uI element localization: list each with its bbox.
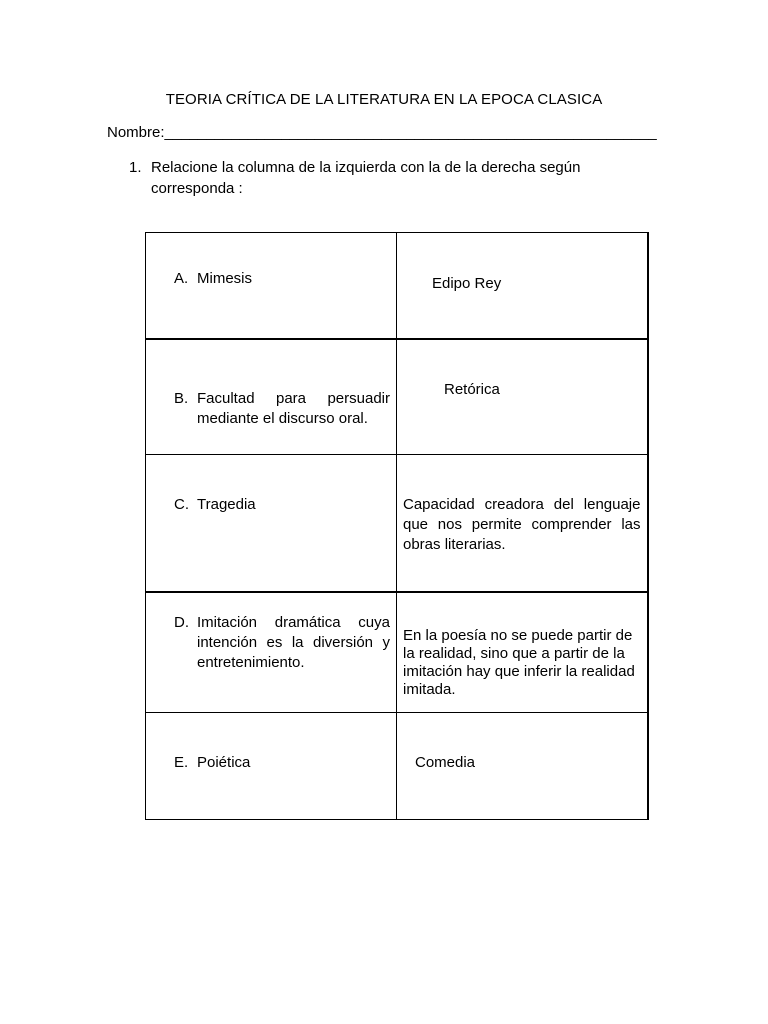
item-letter: A. [174,270,189,287]
left-cell [146,713,397,820]
item-letter: E. [174,754,189,771]
left-cell [146,339,397,455]
matching-table [145,232,649,820]
document-title: TEORIA CRÍTICA DE LA LITERATURA EN LA EPOCA CLASICA [165,91,603,108]
right-cell [397,339,648,455]
item-letter: D. [174,613,189,631]
instruction-number: 1. [129,159,142,176]
left-cell [146,455,397,592]
table-row [146,233,648,339]
item-text: Poiética [197,754,251,771]
item-text: Imitación dramática cuya intención es la diversión y entretenimiento. [197,613,390,671]
table-row [146,455,648,592]
item-text: Facultad para persuadir mediante el discurso oral. [197,389,390,427]
match-text: Retórica [444,380,500,398]
match-text: Comedia [415,754,476,771]
match-text: En la poesía no se puede partir de la realidad, sino que a partir de la imitación hay que inferir la realidad imitada. [403,626,635,698]
table-row [146,713,648,820]
right-cell [397,233,648,339]
match-text: Edipo Rey [432,275,502,292]
table-row [146,592,648,713]
left-cell [146,592,397,713]
right-cell [397,455,648,592]
right-cell [397,592,648,713]
right-cell [397,713,648,820]
item-letter: B. [174,389,189,407]
table-row [146,339,648,455]
item-text: Mimesis [197,270,252,287]
item-text: Tragedia [197,496,256,513]
instruction-text: Relacione la columna de la izquierda con la de la derecha según corresponda : [151,159,581,197]
name-field-label: Nombre:___________________________________________________________ [107,124,657,141]
match-text: Capacidad creadora del lenguaje que nos permite comprender las obras literarias. [403,496,641,553]
instruction-item [129,157,599,199]
left-cell [146,233,397,339]
item-letter: C. [174,496,189,513]
